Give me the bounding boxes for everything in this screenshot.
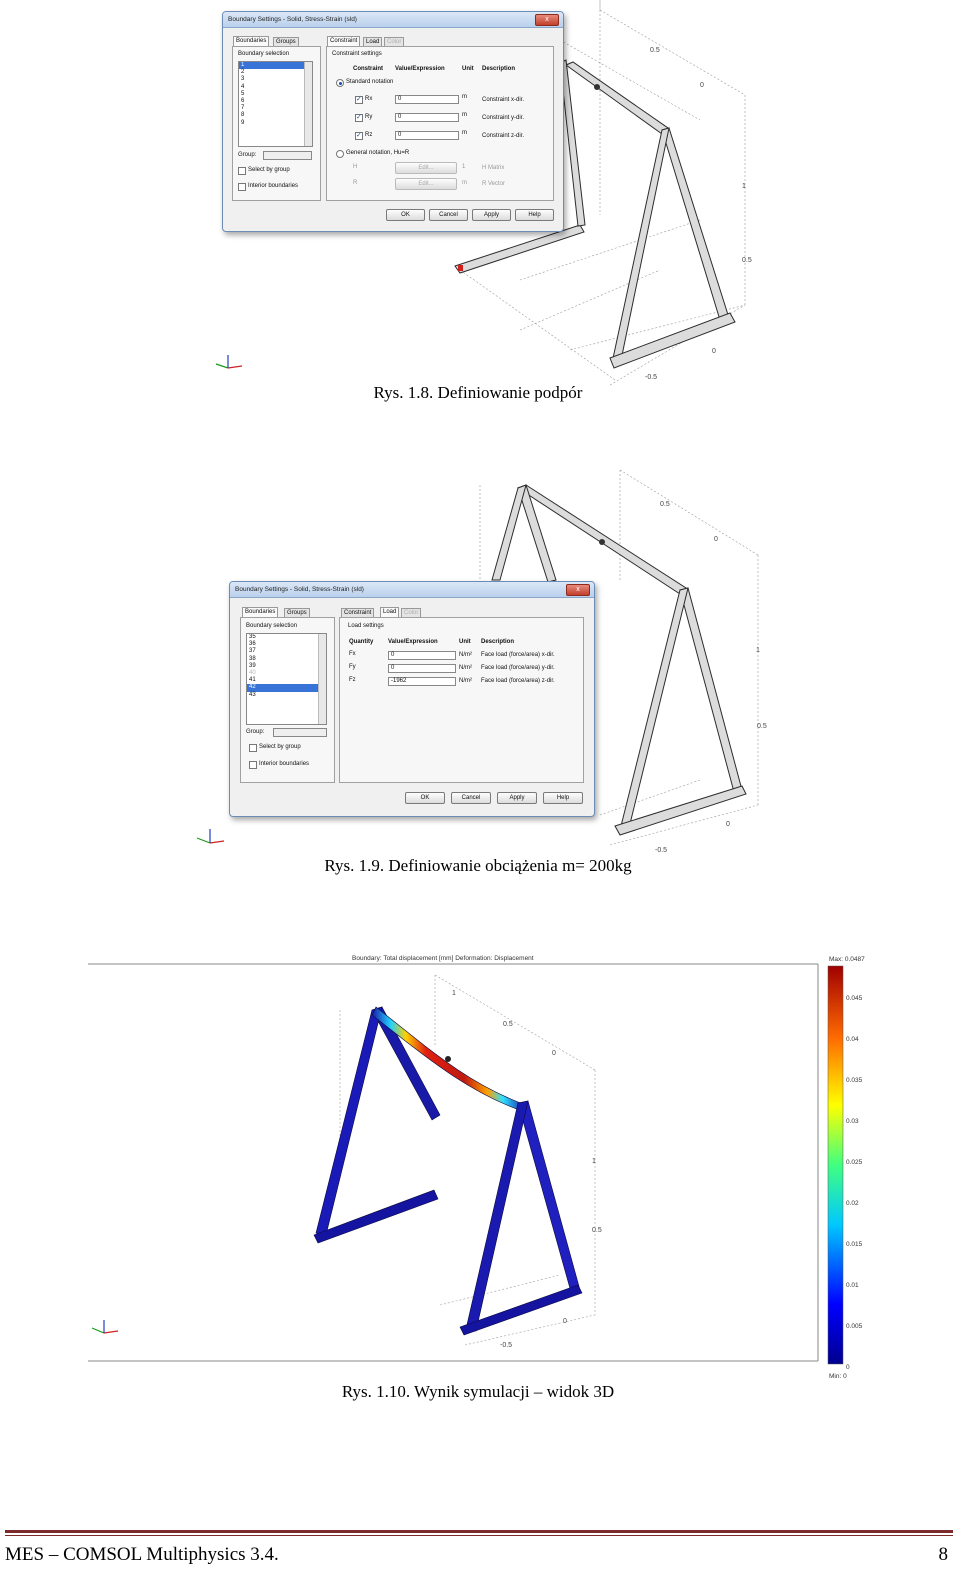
- tab-constraint[interactable]: Constraint: [341, 608, 374, 618]
- plot-title: Boundary: Total displacement [mm] Deformation: Displacement: [352, 955, 534, 962]
- left-panel: [240, 617, 335, 783]
- list-item[interactable]: 35: [249, 634, 256, 640]
- figure-caption: Rys. 1.10. Wynik symulacji – widok 3D: [341, 1382, 615, 1401]
- constraint-name: Rz: [365, 132, 373, 138]
- unit: m: [462, 94, 467, 100]
- dialog-title: Boundary Settings - Solid, Stress-Strain (sld): [235, 586, 364, 593]
- tab-groups[interactable]: Groups: [273, 37, 299, 47]
- col-header: Value/Expression: [388, 639, 438, 645]
- colorbar-tick: 0.025: [846, 1159, 863, 1166]
- select-by-group-checkbox[interactable]: [238, 167, 246, 175]
- list-scrollbar[interactable]: [304, 62, 312, 146]
- tick-label: 0: [552, 1050, 556, 1057]
- tick-label: -0.5: [645, 374, 658, 381]
- close-icon[interactable]: x: [535, 14, 559, 26]
- axis-triad-icon: [197, 829, 224, 843]
- settings-title: Constraint settings: [332, 51, 382, 57]
- unit: N/m²: [459, 678, 472, 684]
- r-label: R: [353, 180, 358, 186]
- r-desc: R Vector: [482, 181, 506, 187]
- general-notation-radio[interactable]: [336, 150, 344, 158]
- list-item[interactable]: 36: [249, 641, 256, 648]
- h-label: H: [353, 164, 358, 170]
- list-item[interactable]: 1: [239, 62, 312, 69]
- group-label: Group:: [246, 729, 265, 735]
- footer-rule: [5, 1530, 953, 1533]
- tick-label: 0.5: [742, 257, 752, 264]
- quantity-name: Fz: [349, 677, 356, 683]
- list-item[interactable]: 4: [241, 83, 245, 90]
- colorbar-tick: 0.02: [846, 1200, 859, 1207]
- quantity-name: Fx: [349, 651, 356, 657]
- help-button[interactable]: Help: [515, 209, 554, 221]
- fz-value-field[interactable]: -1962: [388, 677, 456, 686]
- col-header: Description: [481, 639, 515, 645]
- simulation-result-3d: [0, 945, 960, 1385]
- group-select[interactable]: [273, 728, 327, 737]
- fx-value-field[interactable]: 0: [388, 651, 456, 660]
- list-item[interactable]: 8: [241, 112, 245, 119]
- apply-button[interactable]: Apply: [497, 792, 537, 804]
- tick-label: 0: [726, 821, 730, 828]
- interior-boundaries-label: Interior boundaries: [248, 183, 299, 189]
- axis-triad-icon: [216, 355, 242, 368]
- tick-label: -0.5: [655, 847, 668, 854]
- edit-h-button[interactable]: Edit...: [395, 162, 457, 174]
- tick-label: 0.5: [592, 1227, 602, 1234]
- description: Constraint y-dir.: [482, 115, 525, 121]
- list-scrollbar[interactable]: [318, 634, 326, 724]
- standard-notation-radio[interactable]: [336, 79, 344, 87]
- list-item[interactable]: 39: [249, 662, 256, 669]
- figure-1-8: [0, 0, 960, 410]
- h-unit: 1: [462, 164, 466, 170]
- colorbar-tick: 0.01: [846, 1282, 859, 1289]
- tick-label: 0: [712, 348, 716, 355]
- tick-label: 0: [563, 1318, 567, 1325]
- figure-1-10: [0, 945, 960, 1415]
- rz-checkbox[interactable]: [355, 132, 363, 140]
- description: Face load (force/area) x-dir.: [481, 652, 555, 658]
- boundary-settings-dialog: [222, 11, 564, 232]
- unit: N/m²: [459, 652, 472, 658]
- interior-boundaries-checkbox[interactable]: [249, 761, 257, 769]
- footer-rule-thin: [5, 1535, 953, 1536]
- list-item[interactable]: 9: [241, 119, 245, 126]
- dialog-title: Boundary Settings - Solid, Stress-Strain (sld): [228, 16, 357, 23]
- boundary-selection-label: Boundary selection: [238, 51, 290, 57]
- tab-constraint[interactable]: Constraint: [327, 36, 360, 46]
- unit: m: [462, 112, 467, 118]
- list-item[interactable]: 6: [241, 97, 245, 104]
- tick-label: -0.5: [500, 1342, 513, 1349]
- tab-load[interactable]: Load: [380, 607, 399, 617]
- page-number: 8: [938, 1544, 948, 1565]
- colorbar-tick: 0.035: [846, 1077, 863, 1084]
- description: Face load (force/area) y-dir.: [481, 665, 555, 671]
- right-panel: [326, 46, 554, 201]
- dialog-titlebar: [230, 582, 594, 598]
- footer-left-text: MES – COMSOL Multiphysics 3.4.: [5, 1544, 279, 1565]
- list-item[interactable]: 38: [249, 655, 256, 662]
- boundary-list[interactable]: [246, 633, 327, 725]
- tick-label: 1: [592, 1158, 596, 1165]
- list-item[interactable]: 43: [249, 691, 256, 698]
- tab-color: Color: [384, 37, 404, 47]
- h-desc: H Matrix: [482, 165, 505, 171]
- constraint-name: Rx: [365, 96, 373, 102]
- rz-value-field[interactable]: 0: [395, 131, 459, 140]
- ry-value-field[interactable]: 0: [395, 113, 459, 122]
- tick-label: 0.5: [650, 47, 660, 54]
- description: Constraint z-dir.: [482, 133, 525, 139]
- right-panel: [339, 617, 584, 783]
- help-button[interactable]: Help: [543, 792, 583, 804]
- list-item[interactable]: 2: [241, 69, 245, 76]
- left-panel: [232, 46, 321, 201]
- cancel-button[interactable]: Cancel: [429, 209, 468, 221]
- figure-caption: Rys. 1.8. Definiowanie podpór: [373, 383, 583, 402]
- list-item[interactable]: 42: [247, 684, 326, 691]
- select-by-group-label: Select by group: [248, 167, 290, 173]
- list-item[interactable]: 37: [249, 648, 256, 655]
- apply-button[interactable]: Apply: [472, 209, 511, 221]
- tick-label: 0: [700, 82, 704, 89]
- cancel-button[interactable]: Cancel: [451, 792, 491, 804]
- tick-label: 1: [742, 183, 746, 190]
- tab-groups[interactable]: Groups: [284, 608, 310, 618]
- ok-button[interactable]: OK: [405, 792, 445, 804]
- list-item[interactable]: 7: [241, 105, 245, 112]
- col-header: Value/Expression: [395, 66, 445, 72]
- interior-boundaries-label: Interior boundaries: [259, 761, 310, 767]
- figure-1-9: [0, 460, 960, 880]
- general-notation-label: General notation, Hu=R: [346, 150, 410, 156]
- axis-triad-icon: [92, 1320, 118, 1333]
- ok-button[interactable]: OK: [386, 209, 425, 221]
- colorbar-min-label: Min: 0: [829, 1373, 847, 1380]
- dialog-titlebar: [223, 12, 563, 28]
- tab-load[interactable]: Load: [363, 37, 382, 47]
- tick-label: 1: [756, 647, 760, 654]
- colorbar-max-label: Max: 0.0487: [829, 956, 865, 963]
- col-header: Description: [482, 66, 516, 72]
- group-select[interactable]: [263, 151, 312, 160]
- select-by-group-label: Select by group: [259, 744, 301, 750]
- constraint-name: Ry: [365, 114, 373, 120]
- list-item[interactable]: 3: [241, 76, 245, 83]
- r-unit: m: [462, 180, 467, 186]
- colorbar-tick: 0.04: [846, 1036, 859, 1043]
- figure-caption: Rys. 1.9. Definiowanie obciążenia m= 200kg: [324, 856, 632, 875]
- interior-boundaries-checkbox[interactable]: [238, 183, 246, 191]
- rx-value-field[interactable]: 0: [395, 95, 459, 104]
- colorbar-tick: 0.005: [846, 1323, 863, 1330]
- ry-checkbox[interactable]: [355, 114, 363, 122]
- description: Constraint x-dir.: [482, 97, 525, 103]
- fy-value-field[interactable]: 0: [388, 664, 456, 673]
- description: Face load (force/area) z-dir.: [481, 678, 555, 684]
- select-by-group-checkbox[interactable]: [249, 744, 257, 752]
- list-item[interactable]: 5: [241, 90, 245, 97]
- boundary-list[interactable]: [238, 61, 313, 147]
- colorbar-tick: 0: [846, 1364, 850, 1371]
- boundary-selection-label: Boundary selection: [246, 623, 298, 629]
- tick-label: 1: [452, 990, 456, 997]
- unit: N/m²: [459, 665, 472, 671]
- tick-label: 0.5: [503, 1021, 513, 1028]
- colorbar-tick: 0.045: [846, 995, 863, 1002]
- col-header: Constraint: [353, 66, 383, 72]
- settings-title: Load settings: [348, 623, 384, 629]
- col-header: Unit: [462, 66, 474, 72]
- colorbar-tick: 0.03: [846, 1118, 859, 1125]
- quantity-name: Fy: [349, 664, 356, 670]
- tab-boundaries[interactable]: Boundaries: [233, 36, 269, 46]
- unit: m: [462, 130, 467, 136]
- tick-label: 0.5: [757, 723, 767, 730]
- boundary-settings-dialog: [229, 581, 595, 817]
- rx-checkbox[interactable]: [355, 96, 363, 104]
- tick-label: 0.5: [660, 501, 670, 508]
- col-header: Unit: [459, 639, 471, 645]
- list-item[interactable]: 40: [249, 669, 256, 676]
- edit-r-button[interactable]: Edit...: [395, 178, 457, 190]
- close-icon[interactable]: x: [566, 584, 590, 596]
- tab-color: Color: [401, 608, 421, 618]
- col-header: Quantity: [349, 639, 374, 645]
- tab-boundaries[interactable]: Boundaries: [242, 607, 278, 617]
- tick-label: 0: [714, 536, 718, 543]
- group-label: Group:: [238, 152, 257, 158]
- colorbar-tick: 0.015: [846, 1241, 863, 1248]
- list-item[interactable]: 41: [249, 677, 256, 684]
- colorbar: [828, 966, 843, 1364]
- standard-notation-label: Standard notation: [346, 79, 394, 85]
